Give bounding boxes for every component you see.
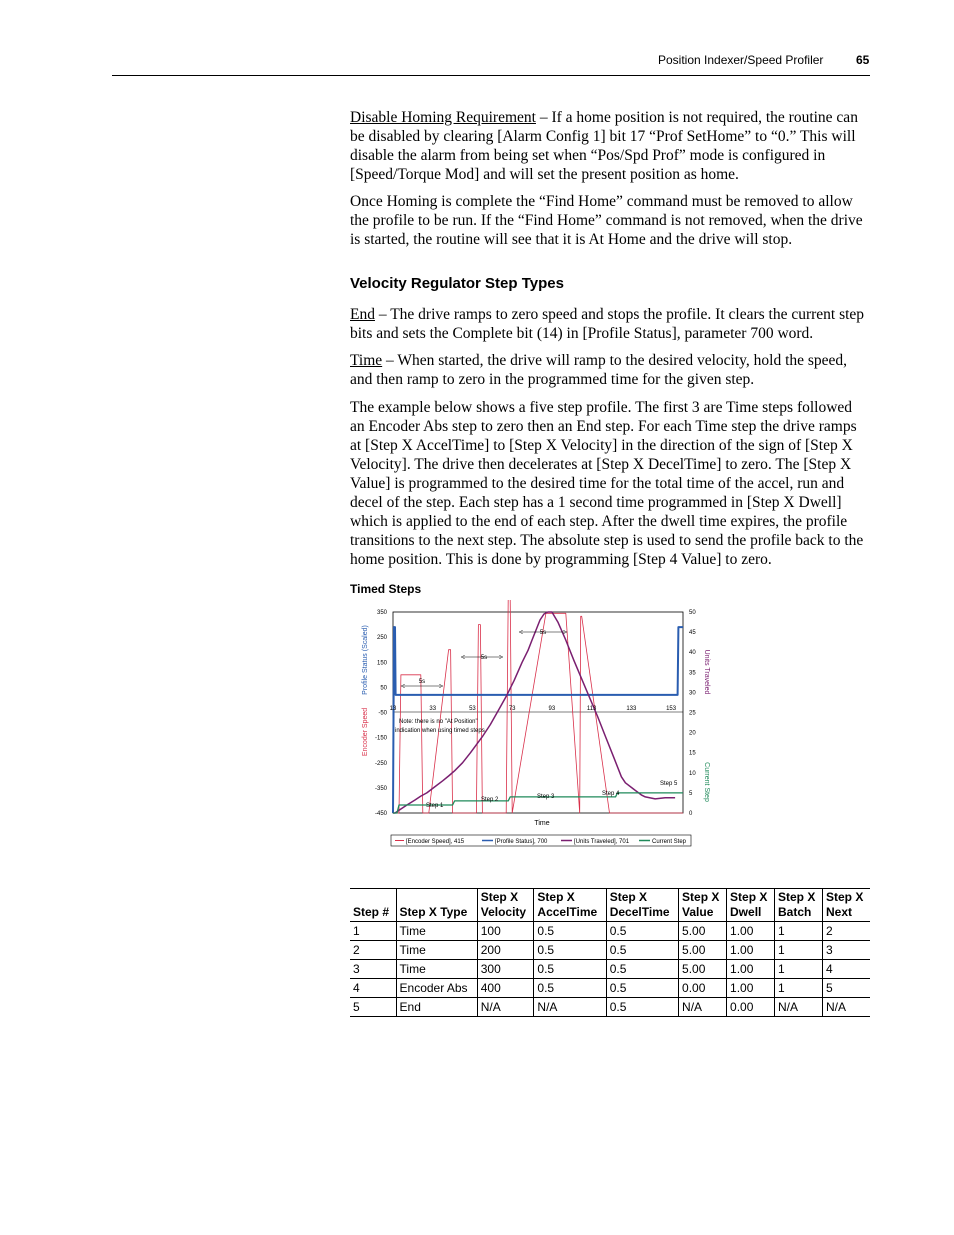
duration-label-2: 5s (480, 655, 488, 661)
table-cell: End (396, 998, 477, 1017)
table-cell: 1 (350, 922, 396, 941)
column-header-line: Dwell (730, 905, 762, 919)
term-disable-homing: Disable Homing Requirement (350, 109, 536, 126)
y-left-tick-label: -250 (374, 760, 387, 767)
table-cell: 1 (775, 941, 823, 960)
y-left-label-bottom: Encoder Speed (362, 707, 369, 757)
table-cell: Time (396, 960, 477, 979)
column-header-line: Step X (825, 890, 864, 904)
paragraph-time-step (350, 351, 870, 389)
table-row (350, 922, 870, 941)
legend-encoder-speed: [Encoder Speed], 415 (406, 839, 465, 845)
table-cell: 5 (822, 979, 870, 998)
y-right-tick-label: 30 (689, 690, 696, 697)
table-cell: 1 (775, 979, 823, 998)
table-cell: 400 (477, 979, 534, 998)
step4-label: Step 4 (602, 791, 620, 797)
step5-label: Step 5 (660, 781, 678, 787)
y-right-tick-label: 0 (689, 811, 693, 817)
term-time: Time (350, 352, 383, 369)
table-row (350, 960, 870, 979)
text-end: – The drive ramps to zero speed and stops the profile. It clears the current step bits and sets the Complete bit (14) in [Profile Status], parameter 700 word. (350, 306, 865, 342)
table-row (350, 979, 870, 998)
column-header (606, 889, 678, 922)
table-cell: 0.5 (606, 941, 678, 960)
table-cell: 0.00 (679, 979, 727, 998)
table-cell: 5.00 (679, 960, 727, 979)
y-left-tick-label: 350 (376, 610, 387, 616)
table-cell: 0.5 (534, 979, 606, 998)
column-header-line: Step X (682, 890, 720, 904)
table-cell: 0.5 (534, 922, 606, 941)
x-tick-label: 33 (429, 706, 437, 712)
column-header-line: Step X (480, 890, 519, 904)
table-cell: 1.00 (727, 941, 775, 960)
table-cell: Encoder Abs (396, 979, 477, 998)
y-right-tick-label: 45 (689, 630, 696, 637)
table-cell: 2 (822, 922, 870, 941)
x-tick-label: 133 (626, 706, 637, 712)
y-left-tick-label: 150 (376, 660, 387, 667)
table-cell: 0.5 (534, 941, 606, 960)
column-header-line: Batch (778, 905, 812, 919)
paragraph-homing-complete (350, 192, 870, 249)
table-cell: 0.5 (606, 922, 678, 941)
column-header (775, 889, 823, 922)
plot-frame (393, 612, 683, 813)
table-cell: 3 (350, 960, 396, 979)
table-cell: 5 (350, 998, 396, 1017)
y-left-tick-label: -350 (374, 785, 387, 792)
step3-label: Step 3 (537, 794, 555, 800)
table-cell: 4 (350, 979, 396, 998)
text-homing-complete: Once Homing is complete the “Find Home” command must be removed to allow the profile to be run. If the “Find Home” command is not removed, when the drive is started, the routine will see that it is At Home and the drive will stop. (350, 193, 863, 248)
x-axis-label: Time (534, 820, 550, 827)
table-cell: 1.00 (727, 922, 775, 941)
paragraph-disable-homing (350, 108, 870, 184)
running-header-title: Position Indexer/Speed Profiler (658, 53, 824, 67)
table-cell: 1 (775, 960, 823, 979)
table-cell: 0.5 (606, 979, 678, 998)
x-tick-label: 113 (586, 706, 597, 712)
y-right-tick-label: 15 (689, 750, 696, 757)
y-right-tick-label: 25 (689, 710, 696, 717)
column-header-line: Velocity (480, 905, 527, 919)
table-cell: Time (396, 941, 477, 960)
y-right-label-top: Units Traveled (703, 649, 710, 695)
table-row (350, 941, 870, 960)
column-header-line: Step X (609, 890, 648, 904)
table-cell: 0.00 (727, 998, 775, 1017)
duration-label-1: 5s (418, 679, 426, 685)
y-right-tick-label: 50 (689, 610, 696, 616)
table-cell: 1.00 (727, 960, 775, 979)
table-cell: N/A (679, 998, 727, 1017)
timed-steps-chart (355, 600, 715, 850)
text-example: The example below shows a five step profile. The first 3 are Time steps followed an Encoder Abs step to zero then an End step. For each Time step the drive ramps at [Step X AccelTime] to [Step X Velocity] in the direction of the sign of [Step X Velocity]. The drive then decelerates at [Step X DecelTime] to zero. The [Step X Value] is programmed to the desired time for the total time of the accel, run and decel of the step. Each step has a 1 second time programmed in [Step X Dwell] which is applied to the end of each step. After the dwell time expires, the profile transitions to the next step. The absolute step is used to send the profile back to the home position. This is done by programming [Step 4 Value] to zero. (350, 399, 864, 568)
column-header (396, 889, 477, 922)
table-cell: Time (396, 922, 477, 941)
y-right-tick-label: 40 (689, 650, 696, 657)
section-heading (350, 275, 870, 293)
y-right-tick-label: 10 (689, 770, 696, 777)
legend-profile-status: [Profile Status], 700 (495, 839, 548, 845)
column-header (477, 889, 534, 922)
table-cell: N/A (477, 998, 534, 1017)
column-header-line: Step X (537, 890, 575, 904)
table-header-row (350, 889, 870, 922)
x-tick-label: 73 (508, 706, 516, 712)
y-left-tick-label: 250 (376, 635, 387, 642)
chart-legend (391, 835, 691, 846)
y-left-label-top: Profile Status (Scaled) (362, 625, 369, 695)
table-cell: N/A (822, 998, 870, 1017)
note-line-1: Note: there is no "At Position" (399, 719, 478, 725)
table-cell: 4 (822, 960, 870, 979)
table-cell: 200 (477, 941, 534, 960)
text-time: – When started, the drive will ramp to the desired velocity, hold the speed, and then ramp to zero in the programmed time for the given step. (350, 352, 848, 388)
column-header (534, 889, 606, 922)
figure-caption (350, 580, 870, 598)
figure-title: Timed Steps (350, 582, 422, 596)
x-tick-label: 153 (666, 706, 677, 712)
column-header-line: Step # (353, 905, 390, 919)
column-header (727, 889, 775, 922)
step2-label: Step 2 (481, 797, 499, 803)
column-header-line: AccelTime (537, 905, 598, 919)
duration-label-3: 5s (539, 630, 547, 636)
y-left-tick-label: 50 (380, 685, 387, 692)
table-cell: 1.00 (727, 979, 775, 998)
table-cell: 100 (477, 922, 534, 941)
note-line-2: indication when using timed steps (395, 728, 485, 734)
page-number: 65 (856, 53, 870, 67)
section-title: Velocity Regulator Step Types (350, 275, 564, 292)
step1-label: Step 1 (426, 803, 444, 809)
paragraph-example (350, 398, 870, 569)
column-header-line: Step X (778, 890, 816, 904)
table-cell: 300 (477, 960, 534, 979)
text-disable-homing: – If a home position is not required, the routine can be disabled by clearing [Alarm Config 1] bit 17 “Prof SetHome” to “0.” This will disable the alarm from being set when “Pos/Spd Prof” mode is configured in [Speed/Torque Mod] and will set the present position as home. (350, 109, 858, 183)
step-parameter-table (350, 888, 870, 1017)
y-right-tick-label: 20 (689, 730, 696, 737)
y-left-tick-label: -450 (374, 811, 387, 817)
table-cell: 5.00 (679, 941, 727, 960)
table-cell: 0.5 (606, 960, 678, 979)
table-cell: 0.5 (606, 998, 678, 1017)
table-cell: N/A (534, 998, 606, 1017)
y-right-label-bottom: Current Step (703, 762, 710, 802)
x-tick-label: 53 (469, 706, 476, 712)
column-header (350, 889, 396, 922)
legend-current-step: Current Step (652, 839, 687, 845)
y-right-tick-label: 5 (689, 790, 693, 797)
column-header (679, 889, 727, 922)
column-header-line: Value (682, 905, 714, 919)
table-cell: 2 (350, 941, 396, 960)
y-left-tick-label: -150 (374, 735, 387, 742)
column-header-line: Next (825, 905, 852, 919)
y-left-tick-label: -50 (378, 710, 387, 717)
legend-units-traveled: [Units Traveled], 701 (574, 839, 630, 845)
x-tick-label: 93 (548, 706, 556, 712)
table-cell: N/A (775, 998, 823, 1017)
column-header-line: DecelTime (609, 905, 670, 919)
table-cell: 0.5 (534, 960, 606, 979)
y-right-tick-label: 35 (689, 670, 696, 677)
column-header-line: Step X Type (399, 905, 468, 919)
x-tick-label: 13 (389, 706, 397, 712)
table-row (350, 998, 870, 1017)
column-header-line: Step X (730, 890, 768, 904)
table-cell: 1 (775, 922, 823, 941)
table-cell: 5.00 (679, 922, 727, 941)
paragraph-end-step (350, 305, 870, 343)
column-header (822, 889, 870, 922)
table-body (350, 922, 870, 1017)
header-rule (112, 75, 870, 76)
term-end: End (350, 306, 375, 323)
table-cell: 3 (822, 941, 870, 960)
